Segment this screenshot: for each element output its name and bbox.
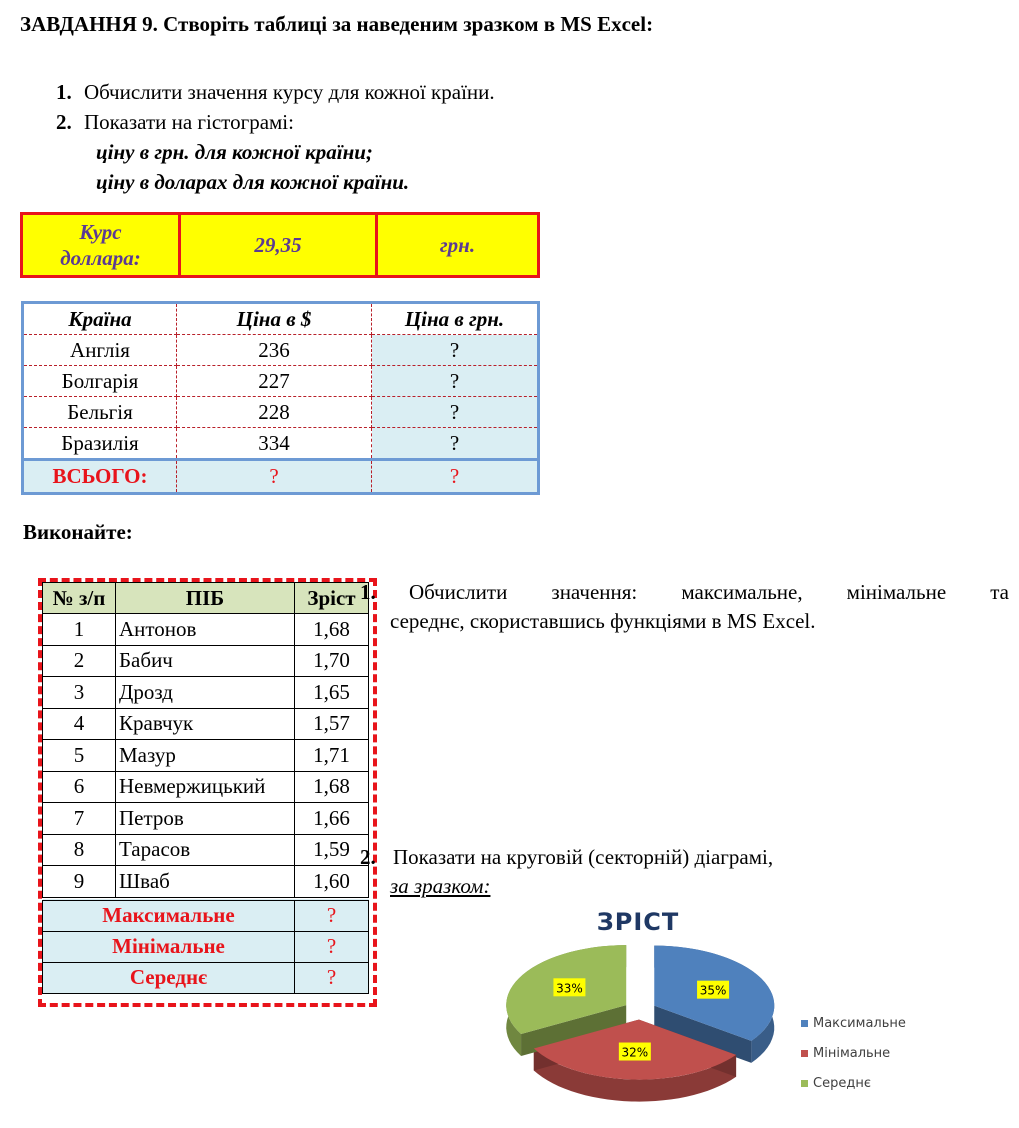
legend-label: Максимальне: [813, 1016, 906, 1031]
total-usd-cell[interactable]: ?: [177, 460, 372, 494]
name-cell[interactable]: Бабич: [116, 645, 295, 677]
task-1: [56, 80, 495, 105]
task-1-text: Обчислити значення курсу для кожної країни.: [84, 80, 495, 104]
name-cell[interactable]: Кравчук: [116, 708, 295, 740]
table-row: [43, 677, 369, 709]
country-cell[interactable]: Бразилія: [23, 428, 177, 460]
legend-swatch: [801, 1050, 808, 1057]
table-row: [23, 397, 539, 428]
height-cell[interactable]: 1,70: [295, 645, 369, 677]
header-price-usd: Ціна в $: [177, 303, 372, 335]
height-cell[interactable]: 1,68: [295, 614, 369, 646]
header-name: ПІБ: [116, 583, 295, 614]
table-row: [23, 366, 539, 397]
table-row: [43, 614, 369, 646]
height-cell[interactable]: 1,65: [295, 677, 369, 709]
task-1-number: 1.: [56, 80, 72, 104]
table-row: [43, 740, 369, 772]
legend-item: [801, 1075, 906, 1105]
height-cell[interactable]: 1,71: [295, 740, 369, 772]
instruction-2-line1: Показати на круговій (секторній) діаграмі,: [393, 845, 774, 869]
table-row: [43, 771, 369, 803]
price-table: [21, 301, 540, 495]
name-cell[interactable]: Дрозд: [116, 677, 295, 709]
instruction-1: [360, 578, 1009, 636]
pie-label: 35%: [699, 983, 727, 998]
rate-value[interactable]: 29,35: [180, 214, 377, 277]
stat-value-cell[interactable]: ?: [295, 962, 369, 993]
instruction-1-number: 1.: [360, 580, 376, 604]
total-label: ВСЬОГО:: [23, 460, 177, 494]
number-cell[interactable]: 6: [43, 771, 116, 803]
table-row: [43, 708, 369, 740]
instruction-1-line1: Обчислити значення: максимальне, мінімальне та: [409, 580, 1009, 604]
instruction-2-number: 2.: [360, 845, 376, 869]
number-cell[interactable]: 9: [43, 866, 116, 899]
name-cell[interactable]: Невмержицький: [116, 771, 295, 803]
instruction-2-line2: за зразком:: [390, 874, 491, 898]
number-cell[interactable]: 8: [43, 834, 116, 866]
price-table-header: [23, 303, 539, 335]
usd-cell[interactable]: 228: [177, 397, 372, 428]
stat-label: Середнє: [43, 962, 295, 993]
stat-row-min: [43, 931, 369, 962]
task-2-text: Показати на гістограмі:: [84, 110, 294, 134]
stat-value-cell[interactable]: ?: [295, 899, 369, 932]
header-height: Зріст: [295, 583, 369, 614]
name-cell[interactable]: Шваб: [116, 866, 295, 899]
number-cell[interactable]: 2: [43, 645, 116, 677]
stat-value-cell[interactable]: ?: [295, 931, 369, 962]
stat-row-avg: [43, 962, 369, 993]
header-country: Країна: [23, 303, 177, 335]
name-cell[interactable]: Антонов: [116, 614, 295, 646]
table-row: [23, 335, 539, 366]
stat-row-max: [43, 899, 369, 932]
rate-unit: грн.: [377, 214, 539, 277]
height-cell[interactable]: 1,57: [295, 708, 369, 740]
usd-cell[interactable]: 334: [177, 428, 372, 460]
country-cell[interactable]: Бельгія: [23, 397, 177, 428]
number-cell[interactable]: 3: [43, 677, 116, 709]
task-2-number: 2.: [56, 110, 72, 134]
height-cell[interactable]: 1,68: [295, 771, 369, 803]
legend-label: Мінімальне: [813, 1046, 891, 1061]
stat-label: Максимальне: [43, 899, 295, 932]
uah-cell[interactable]: ?: [372, 335, 539, 366]
header-price-uah: Ціна в грн.: [372, 303, 539, 335]
height-table-header: [43, 583, 369, 614]
task-2: [56, 110, 294, 135]
number-cell[interactable]: 7: [43, 803, 116, 835]
height-cell[interactable]: 1,59: [295, 834, 369, 866]
subtask-usd: ціну в доларах для кожної країни.: [96, 170, 410, 194]
height-cell[interactable]: 1,60: [295, 866, 369, 899]
table-row: [43, 803, 369, 835]
number-cell[interactable]: 4: [43, 708, 116, 740]
section-heading: Виконайте:: [23, 520, 133, 544]
height-table: [42, 582, 369, 994]
pie-label: 32%: [621, 1045, 649, 1060]
page-heading: ЗАВДАННЯ 9. Створіть таблиці за наведеним зразком в MS Excel:: [20, 12, 654, 36]
uah-cell[interactable]: ?: [372, 397, 539, 428]
uah-cell[interactable]: ?: [372, 366, 539, 397]
rate-table: [20, 212, 540, 278]
rate-label-cell: [22, 214, 180, 277]
usd-cell[interactable]: 236: [177, 335, 372, 366]
name-cell[interactable]: Петров: [116, 803, 295, 835]
pie-slices: [506, 945, 774, 1102]
legend-swatch: [801, 1020, 808, 1027]
table-row: [23, 428, 539, 460]
subtask-uah: ціну в грн. для кожної країни;: [96, 140, 373, 164]
legend-swatch: [801, 1080, 808, 1087]
name-cell[interactable]: Тарасов: [116, 834, 295, 866]
country-cell[interactable]: Болгарія: [23, 366, 177, 397]
total-uah-cell[interactable]: ?: [372, 460, 539, 494]
legend-item: [801, 1045, 906, 1075]
legend-item: [801, 1015, 906, 1045]
table-row: [43, 866, 369, 899]
usd-cell[interactable]: 227: [177, 366, 372, 397]
number-cell[interactable]: 1: [43, 614, 116, 646]
instruction-1-line2: середнє, скориставшись функціями в MS Excel.: [390, 609, 816, 633]
height-cell[interactable]: 1,66: [295, 803, 369, 835]
country-cell[interactable]: Англія: [23, 335, 177, 366]
pie-label: 33%: [556, 981, 583, 996]
legend-label: Середнє: [813, 1076, 871, 1091]
total-row: [23, 460, 539, 494]
chart-title: ЗРІСТ: [596, 908, 680, 936]
name-cell[interactable]: Мазур: [116, 740, 295, 772]
header-number: № з/п: [43, 583, 116, 614]
rate-label-line2: доллара:: [60, 246, 141, 270]
number-cell[interactable]: 5: [43, 740, 116, 772]
table-row: [43, 834, 369, 866]
table-row: [43, 645, 369, 677]
rate-label-line1: Курс: [79, 220, 122, 244]
stat-label: Мінімальне: [43, 931, 295, 962]
instruction-2: [360, 843, 773, 901]
uah-cell[interactable]: ?: [372, 428, 539, 460]
chart-legend: [801, 1015, 906, 1105]
